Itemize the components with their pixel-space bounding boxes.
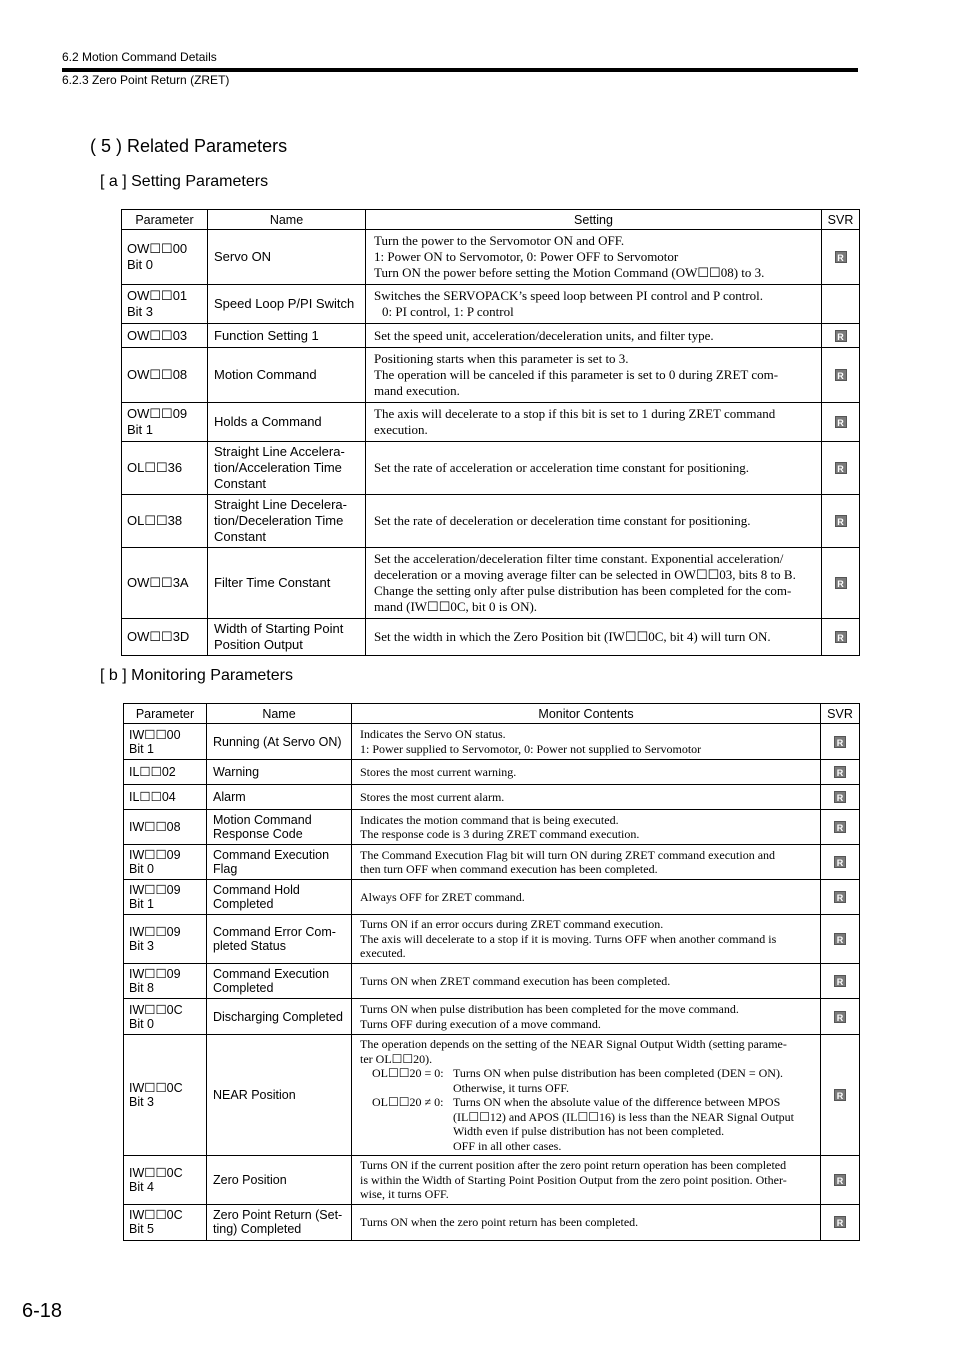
setting-cell [366, 548, 822, 619]
servo-refresh-icon: R [834, 821, 846, 833]
contents-line: Width even if pulse distribution has not been completed. [453, 1124, 725, 1138]
parameter-cell [122, 442, 208, 495]
setting-parameters-table [121, 209, 860, 656]
contents-line: Stores the most current warning. [360, 764, 517, 779]
setting-line: Set the rate of acceleration or acceleration time constant for positioning. [374, 460, 750, 475]
name-line: Response Code [213, 827, 303, 841]
contents-line: 1: Power supplied to Servomotor, 0: Power not supplied to Servomotor [360, 741, 702, 756]
name-line: tion/Deceleration Time [214, 513, 344, 528]
setting-cell [366, 285, 822, 324]
contents-line: The operation depends on the setting of the NEAR Signal Output Width (setting parame- [360, 1037, 787, 1051]
servo-refresh-icon: R [834, 736, 846, 748]
monitor-contents-cell [352, 785, 821, 810]
table-row [122, 403, 860, 442]
contents-line: executed. [360, 946, 406, 961]
name-cell [207, 1035, 352, 1156]
parameter-line: OW☐☐08 [127, 367, 188, 382]
parameter-line: Bit 0 [129, 862, 155, 876]
parameter-cell [122, 619, 208, 656]
name-cell [207, 785, 352, 810]
servo-refresh-icon: R [835, 631, 847, 643]
setting-cell [366, 495, 822, 548]
near-condition-text [453, 1095, 812, 1153]
setting-cell [366, 348, 822, 403]
parameter-cell [122, 548, 208, 619]
parameter-line: IW☐☐0C [129, 1165, 183, 1180]
parameter-cell [124, 845, 207, 880]
parameter-line: Bit 5 [129, 1222, 155, 1236]
setting-cell [366, 324, 822, 348]
svr-cell [821, 845, 860, 880]
parameter-line: IL☐☐02 [129, 765, 176, 779]
parameter-line: IW☐☐0C [129, 1208, 183, 1222]
setting-line: Turn ON the power before setting the Motion Command (OW☐☐08) to 3. [374, 265, 765, 280]
name-cell [208, 285, 366, 324]
parameter-cell [122, 230, 208, 285]
parameter-line: IW☐☐09 [129, 967, 181, 981]
setting-cell [366, 442, 822, 495]
setting-line: Positioning starts when this parameter is set to 3. [374, 351, 629, 366]
name-cell [208, 619, 366, 656]
name-line: Servo ON [214, 249, 272, 264]
parameter-cell [124, 880, 207, 915]
name-cell [208, 348, 366, 403]
svr-cell [822, 403, 860, 442]
name-cell [207, 724, 352, 760]
contents-line: Turns OFF during execution of a move command. [360, 1016, 601, 1031]
name-cell [207, 999, 352, 1035]
parameter-line: IW☐☐09 [129, 883, 181, 897]
parameter-cell [122, 403, 208, 442]
servo-refresh-icon: R [834, 1216, 846, 1228]
contents-line: Turns ON when the absolute value of the difference between MPOS [453, 1095, 781, 1109]
contents-line: Turns ON when pulse distribution has been completed (DEN = ON). [453, 1066, 783, 1080]
column-header: SVR [821, 704, 860, 724]
table-row [122, 285, 860, 324]
contents-line: ter OL☐☐20). [360, 1051, 433, 1066]
setting-line: Switches the SERVOPACK’s speed loop between PI control and P control. [374, 288, 764, 303]
parameter-line: OW☐☐3A [127, 575, 189, 590]
setting-line: Set the acceleration/deceleration filter time constant. Exponential acceleration/ [374, 551, 784, 566]
monitoring-parameters-title: [ b ] Monitoring Parameters [100, 667, 293, 684]
name-cell [208, 403, 366, 442]
parameter-cell [124, 964, 207, 999]
contents-line: then turn OFF when command execution has been completed. [360, 862, 658, 876]
monitor-contents-cell [352, 880, 821, 915]
parameter-cell [124, 915, 207, 964]
running-header-subsection: 6.2.3 Zero Point Return (ZRET) [62, 73, 230, 87]
parameter-line: IW☐☐00 [129, 727, 181, 742]
table-row [124, 1156, 860, 1205]
setting-line: deceleration or a moving average filter can be selected in OW☐☐03, bits 8 to B. [374, 567, 796, 582]
setting-cell [366, 619, 822, 656]
name-line: Function Setting 1 [214, 327, 319, 343]
table-row [124, 964, 860, 999]
name-line: Speed Loop P/PI Switch [214, 296, 355, 311]
parameter-line: IW☐☐08 [129, 820, 181, 834]
contents-line: Indicates the Servo ON status. [360, 727, 506, 741]
near-condition-text [453, 1066, 812, 1095]
servo-refresh-icon: R [835, 515, 847, 527]
setting-cell [366, 403, 822, 442]
contents-line: OFF in all other cases. [453, 1138, 562, 1153]
servo-refresh-icon: R [834, 1011, 846, 1023]
parameter-line: Bit 1 [127, 422, 154, 437]
table-row [124, 810, 860, 845]
parameter-line: IL☐☐04 [129, 790, 176, 804]
servo-refresh-icon: R [834, 1174, 846, 1186]
column-header: SVR [822, 210, 860, 230]
name-line: pleted Status [213, 939, 286, 953]
monitoring-table-header [124, 704, 860, 724]
contents-line: Turns ON when the zero point return has been completed. [360, 1214, 639, 1229]
name-cell [207, 964, 352, 999]
name-line: Motion Command [213, 813, 312, 827]
name-line: Constant [214, 476, 267, 491]
name-line: Command Execution [213, 848, 330, 862]
parameter-line: OW☐☐03 [127, 327, 188, 343]
name-line: Completed [213, 981, 274, 995]
monitoring-parameters-table [123, 703, 860, 1241]
parameter-line: Bit 3 [129, 1095, 155, 1109]
column-header: Setting [366, 210, 822, 230]
column-header: Parameter [124, 704, 207, 724]
section-title: ( 5 ) Related Parameters [90, 136, 288, 156]
setting-line: Change the setting only after pulse distribution has been completed for the com- [374, 583, 792, 598]
setting-line: 0: PI control, 1: P control [382, 304, 514, 319]
name-line: Constant [214, 529, 267, 544]
contents-line: is within the Width of Starting Point Position Output from the zero point position. Other- [360, 1172, 787, 1187]
table-row [124, 760, 860, 785]
table-row [122, 230, 860, 285]
servo-refresh-icon: R [835, 462, 847, 474]
parameter-line: Bit 1 [129, 897, 155, 911]
parameter-line: Bit 8 [129, 981, 155, 995]
monitor-contents-cell [352, 999, 821, 1035]
monitor-contents-cell [352, 845, 821, 880]
name-line: Flag [213, 862, 238, 876]
svr-cell [822, 348, 860, 403]
setting-line: Set the width in which the Zero Position bit (IW☐☐0C, bit 4) will turn ON. [374, 629, 771, 644]
name-line: Filter Time Constant [214, 575, 331, 590]
svr-cell [821, 964, 860, 999]
svr-cell [821, 999, 860, 1035]
setting-line: mand (IW☐☐0C, bit 0 is ON). [374, 599, 538, 614]
servo-refresh-icon: R [834, 791, 846, 803]
name-cell [207, 1156, 352, 1205]
name-cell [208, 230, 366, 285]
name-line: Completed [213, 897, 274, 911]
table-row [122, 619, 860, 656]
contents-line: Turns ON when ZRET command execution has been completed. [360, 973, 671, 988]
svr-cell [821, 915, 860, 964]
table-row [122, 495, 860, 548]
svr-cell [821, 880, 860, 915]
parameter-line: Bit 0 [127, 257, 154, 272]
near-condition-row [360, 1066, 812, 1095]
parameter-cell [122, 495, 208, 548]
parameter-line: OW☐☐01 [127, 288, 188, 303]
name-line: Command Hold [213, 883, 300, 897]
name-cell [207, 915, 352, 964]
name-line: NEAR Position [213, 1088, 296, 1102]
parameter-line: IW☐☐0C [129, 1002, 183, 1017]
parameter-line: OL☐☐38 [127, 513, 183, 528]
parameter-cell [122, 324, 208, 348]
parameter-line: Bit 3 [127, 304, 154, 319]
name-line: Holds a Command [214, 414, 322, 429]
svr-cell [821, 810, 860, 845]
setting-line: Turn the power to the Servomotor ON and OFF. [374, 233, 625, 248]
svr-cell [821, 1035, 860, 1156]
name-line: Warning [213, 765, 260, 779]
name-line: Command Error Com- [213, 925, 336, 939]
name-line: Discharging Completed [213, 1009, 343, 1024]
contents-line: Always OFF for ZRET command. [360, 889, 525, 904]
contents-line: Turns ON if the current position after the zero point return operation has been completed [360, 1158, 787, 1172]
contents-line: The Command Execution Flag bit will turn ON during ZRET command execution and [360, 847, 776, 862]
header-rule [62, 68, 858, 72]
name-line: Running (At Servo ON) [213, 734, 342, 749]
name-cell [207, 1204, 352, 1240]
setting-parameters-title: [ a ] Setting Parameters [100, 173, 269, 190]
name-cell [208, 548, 366, 619]
contents-line: Stores the most current alarm. [360, 789, 505, 804]
name-line: Position Output [214, 637, 303, 652]
svr-cell [821, 785, 860, 810]
servo-refresh-icon: R [835, 369, 847, 381]
servo-refresh-icon: R [834, 1089, 846, 1101]
parameter-line: Bit 3 [129, 939, 155, 953]
near-condition: OL☐☐20 ≠ 0: [372, 1095, 444, 1109]
column-header: Name [207, 704, 352, 724]
setting-line: The operation will be canceled if this parameter is set to 0 during ZRET com- [374, 367, 779, 382]
setting-line: 1: Power ON to Servomotor, 0: Power OFF to Servomotor [374, 249, 679, 264]
setting-line: Set the speed unit, acceleration/deceleration units, and filter type. [374, 327, 714, 343]
parameter-cell [122, 285, 208, 324]
name-cell [207, 880, 352, 915]
parameter-line: Bit 4 [129, 1179, 155, 1194]
name-line: Motion Command [214, 367, 317, 382]
monitor-contents-cell [352, 1035, 821, 1156]
svr-cell [821, 724, 860, 760]
parameter-line: OL☐☐36 [127, 460, 183, 475]
name-cell [207, 760, 352, 785]
parameter-line: OW☐☐00 [127, 241, 188, 256]
parameter-cell [124, 1035, 207, 1156]
name-line: Zero Point Return (Set- [213, 1208, 343, 1222]
contents-line: wise, it turns OFF. [360, 1187, 449, 1201]
contents-line: Otherwise, it turns OFF. [453, 1080, 570, 1095]
contents-line: Turns ON if an error occurs during ZRET command execution. [360, 917, 664, 932]
setting-table-header [122, 210, 860, 230]
table-row [124, 880, 860, 915]
svr-cell [821, 1156, 860, 1205]
contents-line: Indicates the motion command that is being executed. [360, 812, 619, 827]
parameter-line: OW☐☐09 [127, 406, 188, 421]
name-cell [207, 845, 352, 880]
table-row [124, 785, 860, 810]
svr-cell [822, 230, 860, 285]
parameter-cell [124, 1204, 207, 1240]
table-row [122, 548, 860, 619]
contents-line: The response code is 3 during ZRET command execution. [360, 827, 640, 841]
column-header: Parameter [122, 210, 208, 230]
monitor-contents-cell [352, 964, 821, 999]
table-row [122, 324, 860, 348]
svr-cell [822, 285, 860, 324]
servo-refresh-icon: R [834, 891, 846, 903]
parameter-cell [124, 810, 207, 845]
table-row [124, 1204, 860, 1240]
table-row [124, 915, 860, 964]
name-cell [208, 324, 366, 348]
table-row [124, 999, 860, 1035]
svr-cell [822, 619, 860, 656]
servo-refresh-icon: R [835, 251, 847, 263]
parameter-cell [124, 999, 207, 1035]
name-line: Straight Line Accelera- [214, 444, 345, 459]
name-cell [207, 810, 352, 845]
name-line: ting) Completed [213, 1222, 302, 1236]
svr-cell [822, 495, 860, 548]
parameter-cell [124, 1156, 207, 1205]
setting-line: execution. [374, 422, 428, 437]
name-line: tion/Acceleration Time [214, 460, 342, 475]
monitor-contents-cell [352, 810, 821, 845]
parameter-cell [122, 348, 208, 403]
name-cell [208, 495, 366, 548]
table-row [124, 1035, 860, 1156]
servo-refresh-icon: R [834, 975, 846, 987]
page-number: 6-18 [22, 1300, 63, 1322]
svr-cell [822, 548, 860, 619]
parameter-line: Bit 0 [129, 1016, 155, 1031]
running-header-section: 6.2 Motion Command Details [62, 50, 217, 64]
contents-line: (IL☐☐12) and APOS (IL☐☐16) is less than the NEAR Signal Output [453, 1109, 795, 1124]
servo-refresh-icon: R [835, 330, 847, 342]
parameter-line: IW☐☐09 [129, 925, 181, 939]
monitor-contents-cell [352, 760, 821, 785]
parameter-line: Bit 1 [129, 741, 155, 756]
monitor-contents-cell [352, 1204, 821, 1240]
table-row [122, 442, 860, 495]
svr-cell [822, 442, 860, 495]
setting-line: The axis will decelerate to a stop if this bit is set to 1 during ZRET command [374, 406, 776, 421]
name-line: Width of Starting Point [214, 621, 344, 636]
name-line: Command Execution [213, 967, 330, 981]
svr-cell [821, 1204, 860, 1240]
table-row [122, 348, 860, 403]
parameter-line: OW☐☐3D [127, 629, 190, 644]
name-cell [208, 442, 366, 495]
parameter-cell [124, 785, 207, 810]
contents-line: The axis will decelerate to a stop if it is moving. Turns OFF when another command is [360, 931, 777, 946]
setting-line: Set the rate of deceleration or deceleration time constant for positioning. [374, 513, 751, 528]
near-condition-row [360, 1095, 812, 1153]
servo-refresh-icon: R [834, 856, 846, 868]
name-line: Alarm [213, 790, 246, 804]
column-header: Monitor Contents [352, 704, 821, 724]
monitor-contents-cell [352, 724, 821, 760]
near-condition: OL☐☐20 = 0: [372, 1066, 444, 1080]
setting-line: mand execution. [374, 383, 460, 398]
contents-line: Turns ON when pulse distribution has been completed for the move command. [360, 1002, 739, 1016]
name-line: Zero Position [213, 1172, 287, 1187]
servo-refresh-icon: R [835, 416, 847, 428]
table-row [124, 724, 860, 760]
parameter-cell [124, 760, 207, 785]
monitor-contents-cell [352, 915, 821, 964]
svr-cell [822, 324, 860, 348]
monitor-contents-cell [352, 1156, 821, 1205]
setting-cell [366, 230, 822, 285]
svr-cell [821, 760, 860, 785]
column-header: Name [208, 210, 366, 230]
servo-refresh-icon: R [834, 933, 846, 945]
name-line: Straight Line Decelera- [214, 497, 347, 512]
parameter-line: IW☐☐09 [129, 848, 181, 862]
table-row [124, 845, 860, 880]
parameter-cell [124, 724, 207, 760]
servo-refresh-icon: R [834, 766, 846, 778]
parameter-line: IW☐☐0C [129, 1081, 183, 1095]
servo-refresh-icon: R [835, 577, 847, 589]
